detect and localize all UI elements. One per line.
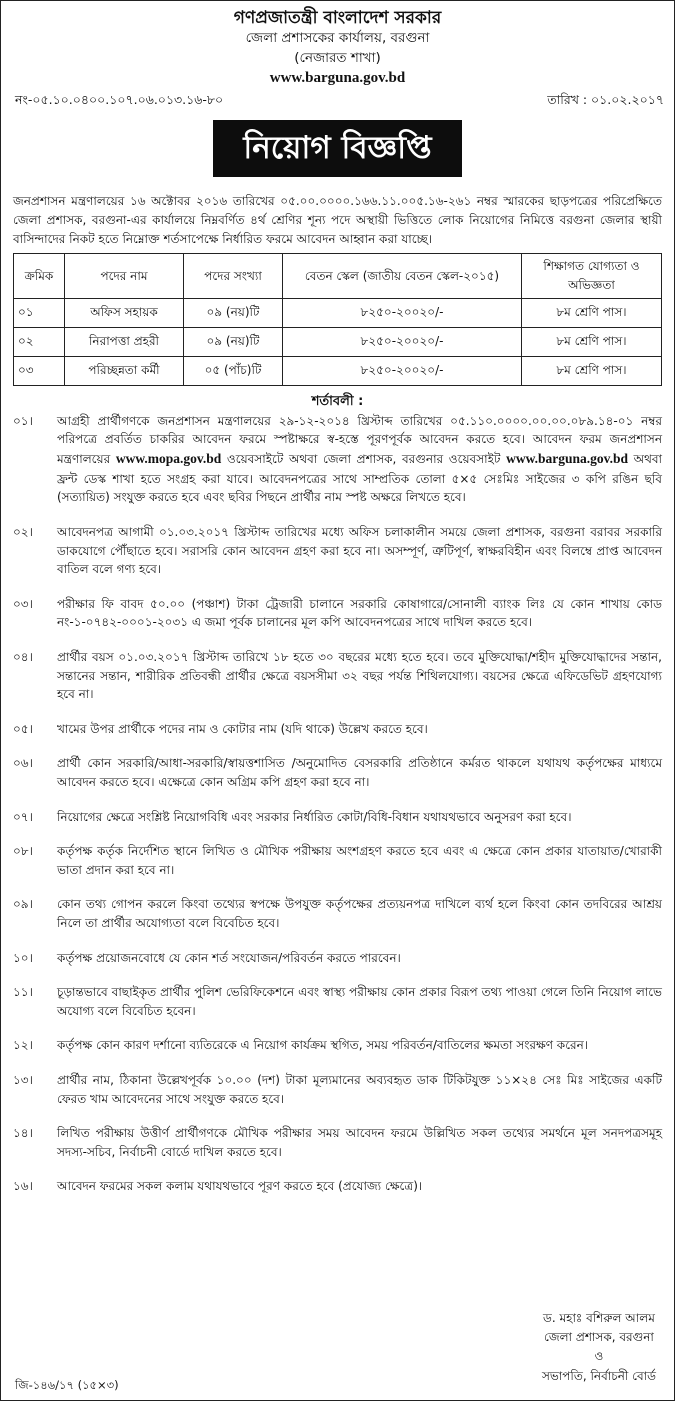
table-cell: নিরাপত্তা প্রহরী xyxy=(65,327,184,356)
term-text: চূড়ান্তভাবে বাছাইকৃত প্রার্থীর পুলিশ ভেরিফিকেশনে এবং স্বাস্থ্য পরীক্ষায় কোন প্রকার বিরূপ তথ্য পাওয়া গেলে তিনি নিয়োগ লাভে অযোগ্য বলে বিবেচিত হবেন। xyxy=(57,985,662,1018)
term-item xyxy=(13,983,662,1020)
signatory-designation: জেলা প্রশাসক, বরগুনা xyxy=(544,1330,654,1345)
term-number: ০৩। xyxy=(13,596,33,611)
term-text: পরীক্ষার ফি বাবদ ৫০.০০ (পঞ্চাশ) টাকা ট্রেজারী চালানে সরকারি কোষাগারে/সোনালী ব্যাংক লিঃ যে কোন শাখায় কোড নং-১-০৭৪২-০০০১-২০৩১ এ জমা পূর্বক চালানের মূল কপি আবেদনপত্রের সাথে দাখিল করতে হবে। xyxy=(57,596,662,630)
term-number: ১০। xyxy=(13,950,33,965)
column-header: পদের সংখ্যা xyxy=(184,254,283,298)
intro-paragraph: জনপ্রশাসন মন্ত্রণালয়ের ১৬ অক্টোবর ২০১৬ তারিখের ০৫.০০.০০০০.১৬৬.১১.০০৫.১৬-২৬১ নম্বর স্মারকের ছাড়পত্রের পরিপ্রেক্ষিতে জেলা প্রশাসক, বরগুনা-এর কার্যালয়ে নিম্নবর্ণিত ৪র্থ শ্রেণির শূন্য পদে অস্থায়ী ভিত্তিতে লোক নিয়োগের নিমিত্তে বরগুনা জেলার স্থায়ী বাসিন্দাদের নিকট হতে নিম্নোক্ত শর্তসাপেক্ষে নির্ধারিত ফরমে আবেদন আহ্বান করা যাচ্ছে। xyxy=(13,193,662,247)
barguna-website-link[interactable]: www.barguna.gov.bd xyxy=(506,450,628,466)
table-cell: পরিচ্ছন্নতা কর্মী xyxy=(65,356,184,385)
term-item xyxy=(13,842,662,879)
terms-list xyxy=(13,412,662,1196)
table-cell: ০৯ (নয়)টি xyxy=(184,298,283,327)
term-number: ০২। xyxy=(13,525,33,540)
table-cell: ০১ xyxy=(14,298,65,327)
term-text: কর্তৃপক্ষ কোন কারণ দর্শানো ব্যতিরেকে এ নিয়োগ কার্যক্রম স্থগিত, সময় পরিবর্তন/বাতিলের ক্ষমতা সংরক্ষণ করেন। xyxy=(57,1038,589,1053)
term-item xyxy=(13,523,662,579)
term-item xyxy=(13,1124,662,1161)
term-text: কোন তথ্য গোপন করলে কিংবা তথ্যের স্বপক্ষে উপযুক্ত কর্তৃপক্ষের প্রত্যয়নপত্র দাখিলে ব্যর্থ হলে কিংবা কোন তদবিরের আশ্রয় নিলে তা প্রার্থীর অযোগ্যতা বলে বিবেচিত হবে। xyxy=(57,897,662,930)
table-cell: ০৫ (পাঁচ)টি xyxy=(184,356,283,385)
table-cell: ৮ম শ্রেণি পাস। xyxy=(522,356,662,385)
term-item xyxy=(13,595,662,632)
signatory-role: সভাপতি, নির্বাচনী বোর্ড xyxy=(541,1368,656,1383)
term-text: লিখিত পরীক্ষায় উত্তীর্ণ প্রার্থীগণকে মৌখিক পরীক্ষার সময় আবেদন ফরমে উল্লিখিত সকল তথ্যের সমর্থনে মূল সনদপত্রসমূহ সদস্য-সচিব, নির্বাচনী বোর্ডে দাখিল করতে হবে। xyxy=(57,1126,662,1159)
table-cell: ৮২৫০-২০০২০/- xyxy=(283,298,522,327)
term-number: ০৫। xyxy=(13,721,33,736)
term-item xyxy=(13,1071,662,1108)
term-item xyxy=(13,949,662,968)
table-cell: ০৯ (নয়)টি xyxy=(184,327,283,356)
term-number: ০৪। xyxy=(13,650,33,664)
table-row xyxy=(14,327,662,356)
memo-row xyxy=(1,88,674,109)
branch-name: (নেজারত শাখা) xyxy=(294,49,381,66)
notice-banner: নিয়োগ বিজ্ঞপ্তি xyxy=(213,120,461,177)
signature-block xyxy=(542,1309,656,1386)
term-number: ১৬। xyxy=(13,1179,33,1194)
term-number: ০১। xyxy=(13,413,33,428)
term-text: আবেদনপত্র আগামী ০১.০৩.২০১৭ খ্রিস্টাব্দ তারিখের মধ্যে অফিস চলাকালীন সময়ে জেলা প্রশাসক, বরগুনা বরাবর সরকারি ডাকযোগে পৌঁছাতে হবে। সরাসরি কোন আবেদন গ্রহণ করা হবে না। অসম্পূর্ণ, ত্রুটিপূর্ণ, স্বাক্ষরবিহীন এবং বিলম্বে প্রাপ্ত আবেদন বাতিল বলে গণ্য হবে। xyxy=(57,525,662,577)
column-header: ক্রমিক xyxy=(14,254,65,298)
term-item xyxy=(13,648,662,704)
term-number: ১৩। xyxy=(13,1072,33,1087)
signatory-conjunction: ও xyxy=(594,1349,604,1364)
term-number: ১১। xyxy=(13,985,33,1000)
banner-container xyxy=(1,120,674,184)
term-text: আবেদন ফরমের সকল কলাম যথাযথভাবে পূরণ করতে হবে (প্রযোজ্য ক্ষেত্রে)। xyxy=(57,1179,423,1194)
memo-date: তারিখ : ০১.০২.২০১৭ xyxy=(547,92,664,108)
table-cell: ৮ম শ্রেণি পাস। xyxy=(522,327,662,356)
term-number: ০৮। xyxy=(13,844,33,859)
term-text: খামের উপর প্রার্থীকে পদের নাম ও কোটার নাম (যদি থাকে) উল্লেখ করতে হবে। xyxy=(57,721,428,736)
term-number: ০৯। xyxy=(13,897,33,912)
term-item xyxy=(13,754,662,791)
term-item xyxy=(13,808,662,827)
term-item xyxy=(13,1177,662,1196)
term-text xyxy=(57,412,662,507)
column-header: শিক্ষাগত যোগ্যতা ও অভিজ্ঞতা xyxy=(522,254,662,298)
table-cell: ০২ xyxy=(14,327,65,356)
table-cell: অফিস সহায়ক xyxy=(65,298,184,327)
term-item xyxy=(13,1036,662,1055)
term-text: নিয়োগের ক্ষেত্রে সংশ্লিষ্ট নিয়োগবিধি এবং সরকার নির্ধারিত কোটা/বিধি-বিধান যথাযথভাবে অনুসরণ করা হবে। xyxy=(57,809,572,824)
posts-table xyxy=(13,253,662,385)
mopa-website-link[interactable]: www.mopa.gov.bd xyxy=(115,450,222,466)
header xyxy=(1,1,674,88)
website-link[interactable]: www.barguna.gov.bd xyxy=(269,70,406,87)
table-header-row xyxy=(14,254,662,298)
term-text: কর্তৃপক্ষ কর্তৃক নির্দেশিত স্থানে লিখিত ও মৌখিক পরীক্ষায় অংশগ্রহণ করতে হবে এবং এ ক্ষেত্রে কোন প্রকার যাতায়াত/খোরাকী ভাতা প্রদান করা হবে না। xyxy=(57,844,662,877)
table-cell: ৮২৫০-২০০২০/- xyxy=(283,327,522,356)
column-header: পদের নাম xyxy=(65,254,184,298)
terms-heading: শর্তাবলী : xyxy=(311,393,364,409)
term-text: প্রার্থী কোন সরকারি/আধা-সরকারি/স্বায়ত্তশাসিত /অনুমোদিত বেসরকারি প্রতিষ্ঠানে কর্মরত থাকলে যথাযথ কর্তৃপক্ষের মাধ্যমে আবেদন করতে হবে। এক্ষেত্রে কোন অগ্রিম কপি গ্রহণ করা হবে না। xyxy=(57,756,662,789)
memo-number: নং-০৫.১০.০৪০০.১০৭.০৬.০১৩.১৬-৮০ xyxy=(15,92,224,108)
term-item xyxy=(13,720,662,739)
term-item xyxy=(13,895,662,932)
term-text: প্রার্থীর বয়স ০১.০৩.২০১৭ খ্রিস্টাব্দ তারিখে ১৮ হতে ৩০ বছরের মধ্যে হতে হবে। তবে মুক্তিযোদ্ধা/শহীদ মুক্তিযোদ্ধাদের সন্তান, সন্তানের সন্তান, শারীরিক প্রতিবন্ধী প্রার্থীর ক্ষেত্রে বয়সসীমা ৩২ বছর পর্যন্ত শিথিলযোগ্য। বয়সের ক্ষেত্রে এফিডেভিট গ্রহণযোগ্য হবে না। xyxy=(57,650,662,702)
term-text-part: আগ্রহী প্রার্থীগণকে জনপ্রশাসন মন্ত্রণালয়ের ২৯-১২-২০১৪ খ্রিস্টাব্দ তারিখের ০৫.১১০.০০০০.০০.০০.০৮৯.১৪-০১ নম্বর পরিপত্রে প্রবর্তিত চাকরির আবেদন ফরমে স্পষ্টাক্ষরে স্ব-হস্তে পূরণপূর্বক আবেদন করতে হবে। আবেদন ফরম জনপ্রশাসন মন্ত্রণালয়ের xyxy=(57,413,662,466)
term-number: ০৭। xyxy=(13,809,33,824)
publication-code: জি-১৪৬/১৭ (১৫×৩) xyxy=(15,1378,119,1392)
term-text: কর্তৃপক্ষ প্রয়োজনবোধে যে কোন শর্ত সংযোজন/পরিবর্তন করতে পারবেন। xyxy=(57,950,401,965)
term-number: ১২। xyxy=(13,1038,33,1053)
office-name: জেলা প্রশাসকের কার্যালয়, বরগুনা xyxy=(245,30,430,47)
term-number: ০৬। xyxy=(13,756,33,771)
table-row xyxy=(14,298,662,327)
term-text-part: ওয়েবসাইটে অথবা জেলা প্রশাসক, বরগুনার ওয়েবসাইট xyxy=(226,451,501,466)
term-item xyxy=(13,412,662,507)
table-cell: ৮ম শ্রেণি পাস। xyxy=(522,298,662,327)
signatory-name: ড. মহাঃ বশিরুল আলম xyxy=(543,1311,655,1325)
term-number: ১৪। xyxy=(13,1126,33,1141)
term-text-part: অথবা ফ্রন্ট ডেস্ক শাখা হতে সংগ্রহ করা যাবে। আবেদনপত্রের সাথে সাম্প্রতিক তোলা ৫×৫ সেঃমিঃ সাইজের ৩ কপি রঙিন ছবি (সত্যায়িত) সংযুক্ত করতে হবে এবং ছবির পিছনে প্রার্থীর নাম স্পষ্ট অক্ষরে লিখতে হবে। xyxy=(57,451,662,505)
government-title: গণপ্রজাতন্ত্রী বাংলাদেশ সরকার xyxy=(233,8,442,28)
term-text: প্রার্থীর নাম, ঠিকানা উল্লেখপূর্বক ১০.০০ (দশ) টাকা মূল্যমানের অব্যবহৃত ডাক টিকিটযুক্ত ১১×২৪ সেঃ মিঃ সাইজের একটি ফেরত খাম আবেদনের সাথে সংযুক্ত করতে হবে। xyxy=(57,1072,662,1106)
table-cell: ৮২৫০-২০০২০/- xyxy=(283,356,522,385)
table-cell: ০৩ xyxy=(14,356,65,385)
column-header: বেতন স্কেল (জাতীয় বেতন স্কেল-২০১৫) xyxy=(283,254,522,298)
table-row xyxy=(14,356,662,385)
